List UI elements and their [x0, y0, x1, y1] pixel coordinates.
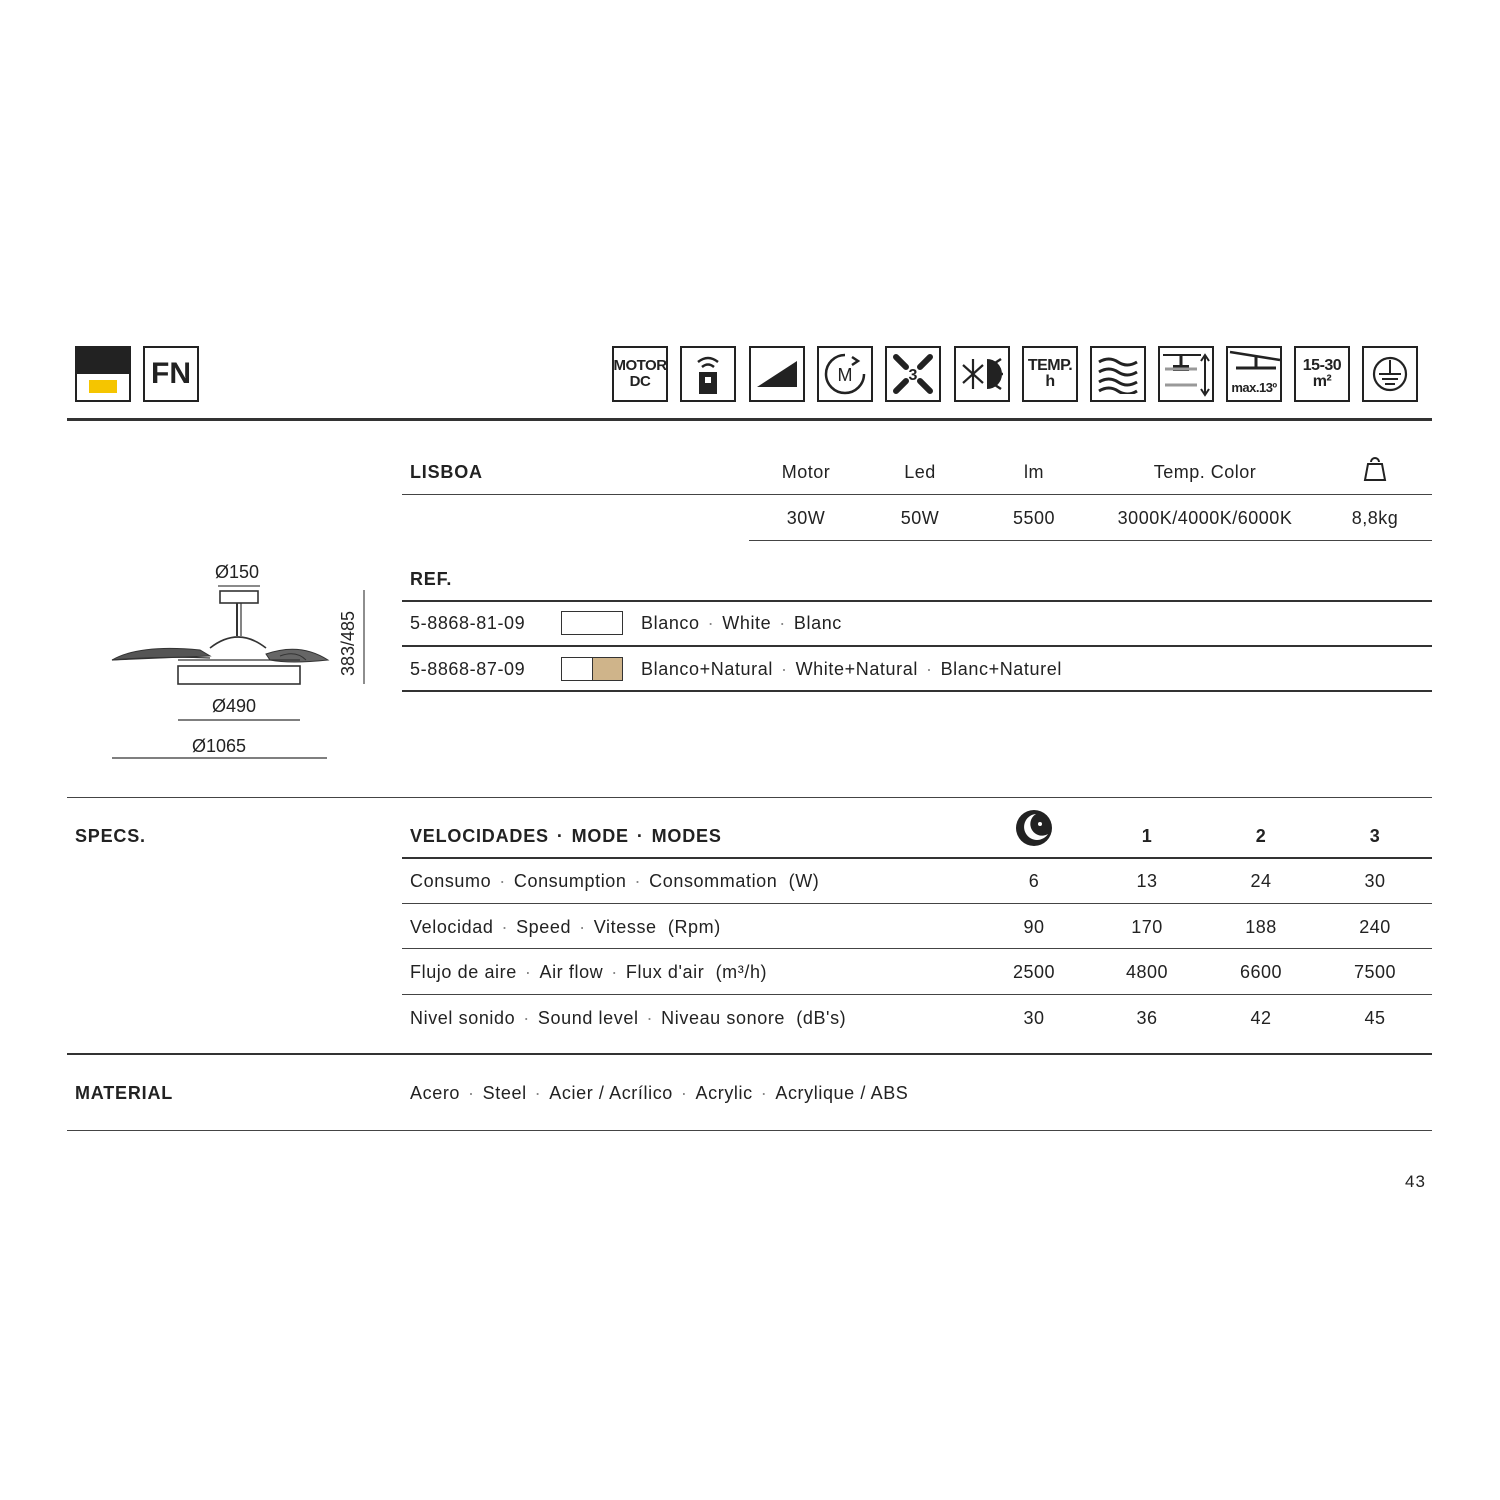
- spec-label-speed: Velocidad · Speed · Vitesse (Rpm): [410, 917, 721, 937]
- table-cell: 30: [1023, 1008, 1045, 1028]
- dimension-canopy: Ø150: [215, 562, 260, 582]
- header-led: Led: [904, 462, 936, 482]
- remote-control-icon: [680, 346, 736, 402]
- spec-label-consumption: Consumo · Consumption · Consommation (W): [410, 871, 820, 891]
- header-motor: Motor: [781, 462, 831, 482]
- ref-top-line: [402, 600, 1432, 602]
- memory-function-icon: [817, 346, 873, 402]
- night-mode-icon: [1014, 808, 1054, 853]
- specs-header-line: [402, 857, 1432, 859]
- fan-dimension-drawing: [100, 556, 380, 776]
- material-section-title: MATERIAL: [75, 1083, 174, 1103]
- table-cell: 188: [1245, 917, 1277, 937]
- svg-text:3: 3: [908, 367, 918, 384]
- value-temp-color: 3000K/4000K/6000K: [1117, 508, 1293, 528]
- category-badge: [143, 346, 199, 402]
- product-header-line: [402, 494, 1432, 495]
- speed-col-1: 1: [1141, 826, 1153, 846]
- category-code: FN: [151, 357, 191, 390]
- specs-section-title: SPECS.: [75, 826, 146, 846]
- value-led: 50W: [900, 508, 940, 528]
- three-blades-icon: [885, 346, 941, 402]
- table-cell: 240: [1359, 917, 1391, 937]
- specs-top-line: [67, 797, 1432, 798]
- ground-icon: [1362, 346, 1418, 402]
- ceiling-slope-icon: max.13º: [1226, 346, 1282, 402]
- header-temp-color: Temp. Color: [1153, 462, 1257, 482]
- spec-label-sound: Nivel sonido · Sound level · Niveau sonore (dB's): [410, 1008, 847, 1028]
- color-swatch-white-natural: [561, 657, 623, 681]
- table-cell: 42: [1250, 1008, 1272, 1028]
- material-bottom-line: [67, 1130, 1432, 1131]
- specs-row-line: [402, 903, 1432, 904]
- light-color-badge: [75, 346, 131, 402]
- natural-wind-icon: [1090, 346, 1146, 402]
- table-cell: 6: [1028, 871, 1040, 891]
- product-name: LISBOA: [410, 462, 483, 482]
- product-values-line: [749, 540, 1432, 541]
- ref-row-line: [402, 645, 1432, 647]
- timer-icon: TEMP. h: [1022, 346, 1078, 402]
- header-lm: lm: [1024, 462, 1044, 482]
- speed-col-3: 3: [1369, 826, 1381, 846]
- mounting-height-icon: [1158, 346, 1214, 402]
- table-cell: 2500: [1012, 962, 1056, 982]
- room-size-icon: 15-30 m²: [1294, 346, 1350, 402]
- header-divider: [67, 418, 1432, 421]
- speed-col-2: 2: [1255, 826, 1267, 846]
- svg-text:M: M: [837, 365, 853, 385]
- dimension-height: 383/485: [338, 610, 358, 676]
- ref-title: REF.: [410, 569, 453, 589]
- dimension-light: Ø490: [212, 696, 257, 716]
- table-cell: 30: [1364, 871, 1386, 891]
- table-cell: 4800: [1125, 962, 1169, 982]
- color-swatch-white: [561, 611, 623, 635]
- page-number: 43: [1405, 1172, 1426, 1191]
- table-cell: 6600: [1239, 962, 1283, 982]
- table-cell: 45: [1364, 1008, 1386, 1028]
- weight-icon: [1362, 456, 1388, 487]
- value-lm: 5500: [1012, 508, 1056, 528]
- table-cell: 90: [1023, 917, 1045, 937]
- dimension-blades: Ø1065: [192, 736, 247, 756]
- value-weight: 8,8kg: [1351, 508, 1399, 528]
- specs-row-line: [402, 948, 1432, 949]
- dimmable-icon: [749, 346, 805, 402]
- ref-names-2: Blanco+Natural · White+Natural · Blanc+Naturel: [641, 659, 1062, 679]
- table-cell: 24: [1250, 871, 1272, 891]
- ref-code-2: 5-8868-87-09: [410, 659, 526, 679]
- specs-row-line: [402, 994, 1432, 995]
- specs-header: VELOCIDADES · MODE · MODES: [410, 826, 722, 846]
- summer-winter-icon: [954, 346, 1010, 402]
- table-cell: 170: [1131, 917, 1163, 937]
- spec-label-airflow: Flujo de aire · Air flow · Flux d'air (m³/h): [410, 962, 768, 982]
- motor-dc-icon: MOTOR DC: [612, 346, 668, 402]
- material-description: Acero · Steel · Acier / Acrílico · Acrylic · Acrylique / ABS: [410, 1083, 909, 1103]
- table-cell: 7500: [1353, 962, 1397, 982]
- ref-code-1: 5-8868-81-09: [410, 613, 526, 633]
- ref-names-1: Blanco · White · Blanc: [641, 613, 842, 633]
- specs-bottom-line: [67, 1053, 1432, 1055]
- table-cell: 13: [1136, 871, 1158, 891]
- table-cell: 36: [1136, 1008, 1158, 1028]
- ref-bottom-line: [402, 690, 1432, 692]
- value-motor: 30W: [786, 508, 826, 528]
